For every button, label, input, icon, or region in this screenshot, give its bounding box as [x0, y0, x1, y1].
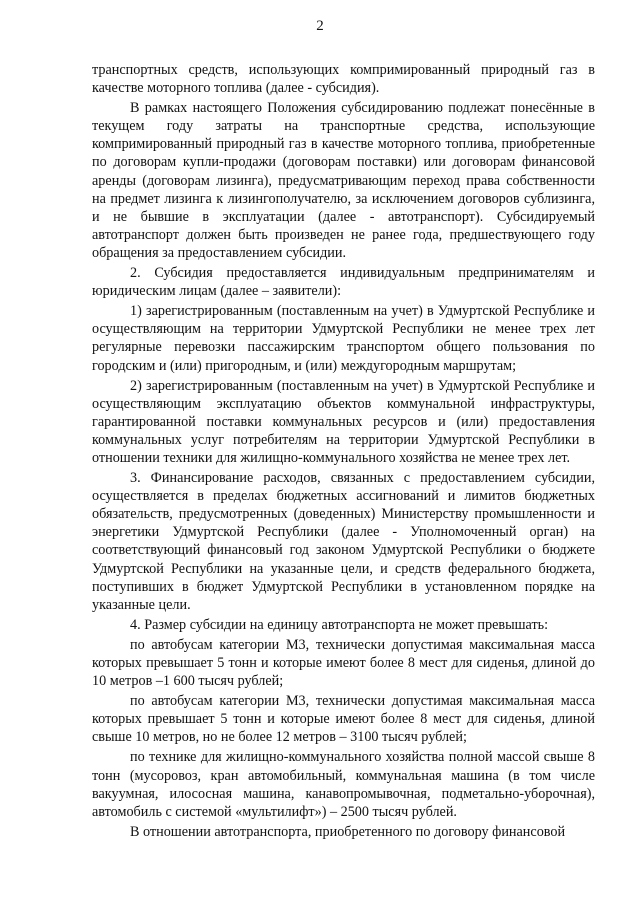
paragraph-2-applicants: 2. Субсидия предоставляется индивидуальным предпринимателям и юридическим лицам (далее – заявители):: [92, 265, 595, 300]
paragraph-2-2-utility-operators: 2) зарегистрированным (поставленным на учет) в Удмуртской Республике и осуществляющим эксплуатацию объектов коммунальной инфраструктуры, гарантированной поставки коммунальных ресурсов и (или) предоставления коммунальных услуг потребителям на территории Удмуртской Республики в отношении техники для жилищно-коммунального хозяйства не менее трех лет.: [92, 377, 595, 466]
paragraph-leasing-start: В отношении автотранспорта, приобретенного по договору финансовой: [130, 823, 566, 840]
paragraph-4-buses-up-to-10m: по автобусам категории М3, технически допустимая максимальная масса которых превышает 5 тонн и которые имеют более 8 мест для сиденья, длиной до 10 метров –1 600 тысяч рублей;: [92, 636, 595, 690]
paragraph-4-buses-over-10m: по автобусам категории М3, технически допустимая максимальная масса которых превышает 5 тонн и которые имеют более 8 мест для сиденья, длиной свыше 10 метров, но не более 12 метров – 3100 тысяч рублей;: [92, 693, 595, 746]
paragraph-2-1-passenger-carriers: 1) зарегистрированным (поставленным на учет) в Удмуртской Республике и осуществляющим на территории Удмуртской Республики не менее трех лет регулярные перевозки пассажирским транспортом общего пользования по городским и (или) пригородным, и (или) междугородным маршрутам;: [92, 303, 595, 374]
page-number: 2: [316, 18, 324, 34]
paragraph-4-subsidy-amount: 4. Размер субсидии на единицу автотранспорта не может превышать:: [130, 616, 549, 633]
paragraph-3-financing: 3. Финансирование расходов, связанных с предоставлением субсидии, осуществляется в пределах бюджетных ассигнований и лимитов бюджетных обязательств, предусмотренных (доведенных) Министерству промышленности и энергетики Удмуртской Республики (далее - Уполномоченный орган) на соответствующий финансовый год законом Удмуртской Республики о бюджете Удмуртской Республики на указанные цели, и средств федерального бюджета, поступивших в бюджет Удмуртской Республики в установленном порядке на указанные цели.: [92, 470, 595, 613]
paragraph-subsidized-costs: В рамках настоящего Положения субсидированию подлежат понесённые в текущем году затраты на транспортные средства, использующие компримированный природный газ в качестве моторного топлива, приобретенные по договорам купли-продажи (договорам поставки) или договорам финансовой аренды (договорам лизинга), предусматривающим переход права собственности на предмет лизинга к лизингополучателю, за исключением договоров сублизинга, и не бывшие в эксплуатации (далее - автотранспорт). Субсидируемый автотранспорт должен быть произведен не ранее года, предшествующего году обращения за предоставлением субсидии.: [92, 100, 595, 261]
paragraph-subsidy-definition-end: транспортных средств, использующих компримированный природный газ в качестве моторного топлива (далее - субсидия).: [92, 62, 595, 97]
paragraph-4-utility-vehicles: по технике для жилищно-коммунального хозяйства полной массой свыше 8 тонн (мусоровоз, кран автомобильный, коммунальная машина (в том числе вакуумная, илососная машина, канавопромывочная, подметально-уборочная), автомобиль с системой «мультилифт») – 2500 тысяч рублей.: [92, 749, 595, 820]
document-body: [92, 61, 595, 843]
